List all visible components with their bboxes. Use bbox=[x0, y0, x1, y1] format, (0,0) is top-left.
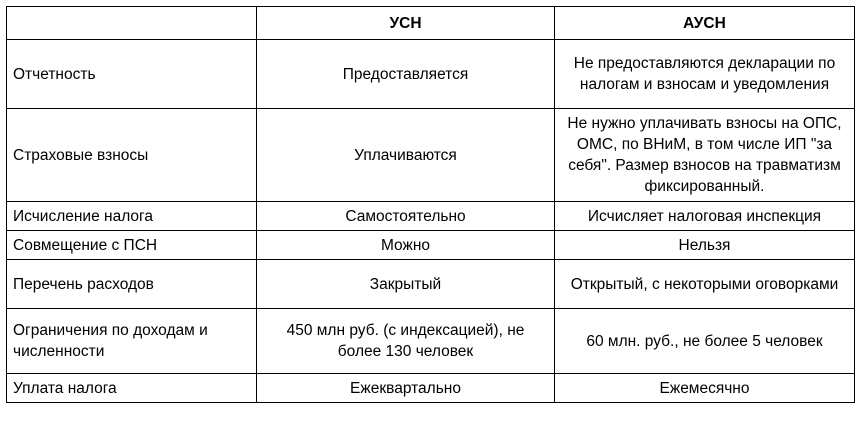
usn-value: Можно bbox=[257, 231, 555, 260]
usn-value: Ежеквартально bbox=[257, 374, 555, 403]
comparison-table bbox=[6, 6, 855, 403]
header-usn: УСН bbox=[257, 7, 555, 40]
usn-value: 450 млн руб. (с индексацией), не более 130 человек bbox=[257, 309, 555, 374]
table-header-row bbox=[7, 7, 855, 40]
ausn-value: Не предоставляются декларации по налогам и взносам и уведомления bbox=[555, 40, 855, 109]
header-ausn: АУСН bbox=[555, 7, 855, 40]
usn-value: Уплачиваются bbox=[257, 109, 555, 202]
usn-value: Закрытый bbox=[257, 260, 555, 309]
table-row bbox=[7, 40, 855, 109]
row-label: Перечень расходов bbox=[7, 260, 257, 309]
row-label: Исчисление налога bbox=[7, 202, 257, 231]
table-row bbox=[7, 374, 855, 403]
ausn-value: Не нужно уплачивать взносы на ОПС, ОМС, по ВНиМ, в том числе ИП "за себя". Размер взносов на травматизм фиксированный. bbox=[555, 109, 855, 202]
table-row bbox=[7, 309, 855, 374]
header-empty-cell bbox=[7, 7, 257, 40]
row-label: Уплата налога bbox=[7, 374, 257, 403]
row-label: Отчетность bbox=[7, 40, 257, 109]
ausn-value: Исчисляет налоговая инспекция bbox=[555, 202, 855, 231]
row-label: Ограничения по доходам и численности bbox=[7, 309, 257, 374]
ausn-value: Ежемесячно bbox=[555, 374, 855, 403]
usn-value: Самостоятельно bbox=[257, 202, 555, 231]
table-row bbox=[7, 202, 855, 231]
row-label: Совмещение с ПСН bbox=[7, 231, 257, 260]
ausn-value: Открытый, с некоторыми оговорками bbox=[555, 260, 855, 309]
usn-value: Предоставляется bbox=[257, 40, 555, 109]
row-label: Страховые взносы bbox=[7, 109, 257, 202]
table-row bbox=[7, 231, 855, 260]
table-row bbox=[7, 109, 855, 202]
ausn-value: Нельзя bbox=[555, 231, 855, 260]
ausn-value: 60 млн. руб., не более 5 человек bbox=[555, 309, 855, 374]
table-row bbox=[7, 260, 855, 309]
